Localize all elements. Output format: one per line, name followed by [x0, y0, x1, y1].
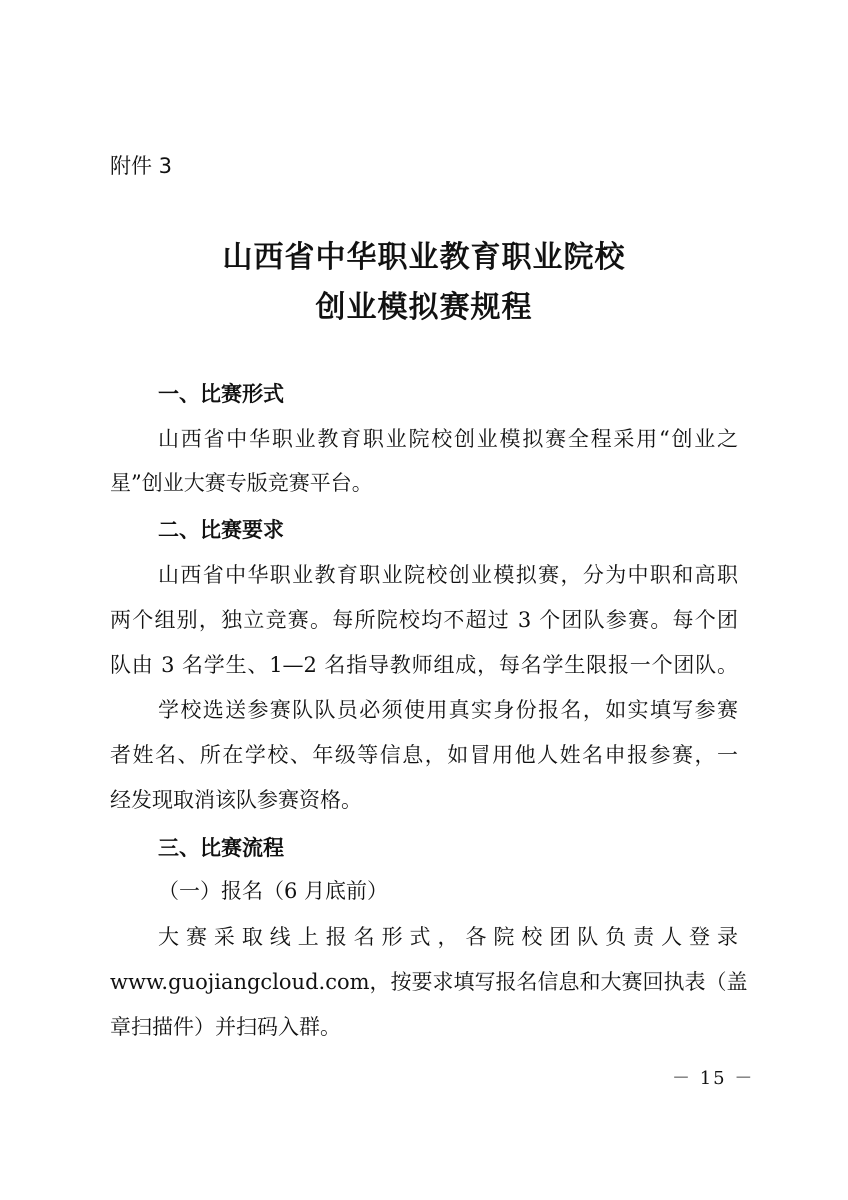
section-2-heading: 二、比赛要求 — [158, 518, 284, 542]
section-1-heading: 一、比赛形式 — [158, 382, 284, 406]
section-2-line-4: 学校选送参赛队队员必须使用真实身份报名，如实填写参赛 — [158, 698, 738, 722]
page-number: － 15 － — [672, 1068, 755, 1089]
section-1-line-1: 山西省中华职业教育职业院校创业模拟赛全程采用“创业之 — [158, 427, 738, 451]
section-2-line-6: 经发现取消该队参赛资格。 — [110, 788, 362, 812]
section-3-line-1: 大赛采取线上报名形式，各院校团队负责人登录 — [158, 925, 738, 949]
section-2-line-2: 两个组别，独立竞赛。每所院校均不超过 3 个团队参赛。每个团 — [110, 608, 738, 632]
section-3-line-2: www.guojiangcloud.com，按要求填写报名信息和大赛回执表（盖 — [110, 970, 748, 994]
section-2-line-1: 山西省中华职业教育职业院校创业模拟赛，分为中职和高职 — [158, 563, 738, 587]
attachment-label: 附件 3 — [110, 154, 173, 178]
document-title-line-1: 山西省中华职业教育职业院校 — [222, 240, 626, 275]
section-3-heading: 三、比赛流程 — [158, 836, 284, 860]
section-1-line-2: 星”创业大赛专版竞赛平台。 — [110, 471, 373, 495]
document-title-line-2: 创业模拟赛规程 — [315, 290, 533, 325]
section-3-line-3: 章扫描件）并扫码入群。 — [110, 1015, 341, 1039]
section-2-line-3: 队由 3 名学生、1—2 名指导教师组成，每名学生限报一个团队。 — [110, 653, 738, 677]
section-3-subheading: （一）报名（6 月底前） — [158, 879, 389, 903]
section-2-line-5: 者姓名、所在学校、年级等信息，如冒用他人姓名申报参赛，一 — [110, 743, 738, 767]
